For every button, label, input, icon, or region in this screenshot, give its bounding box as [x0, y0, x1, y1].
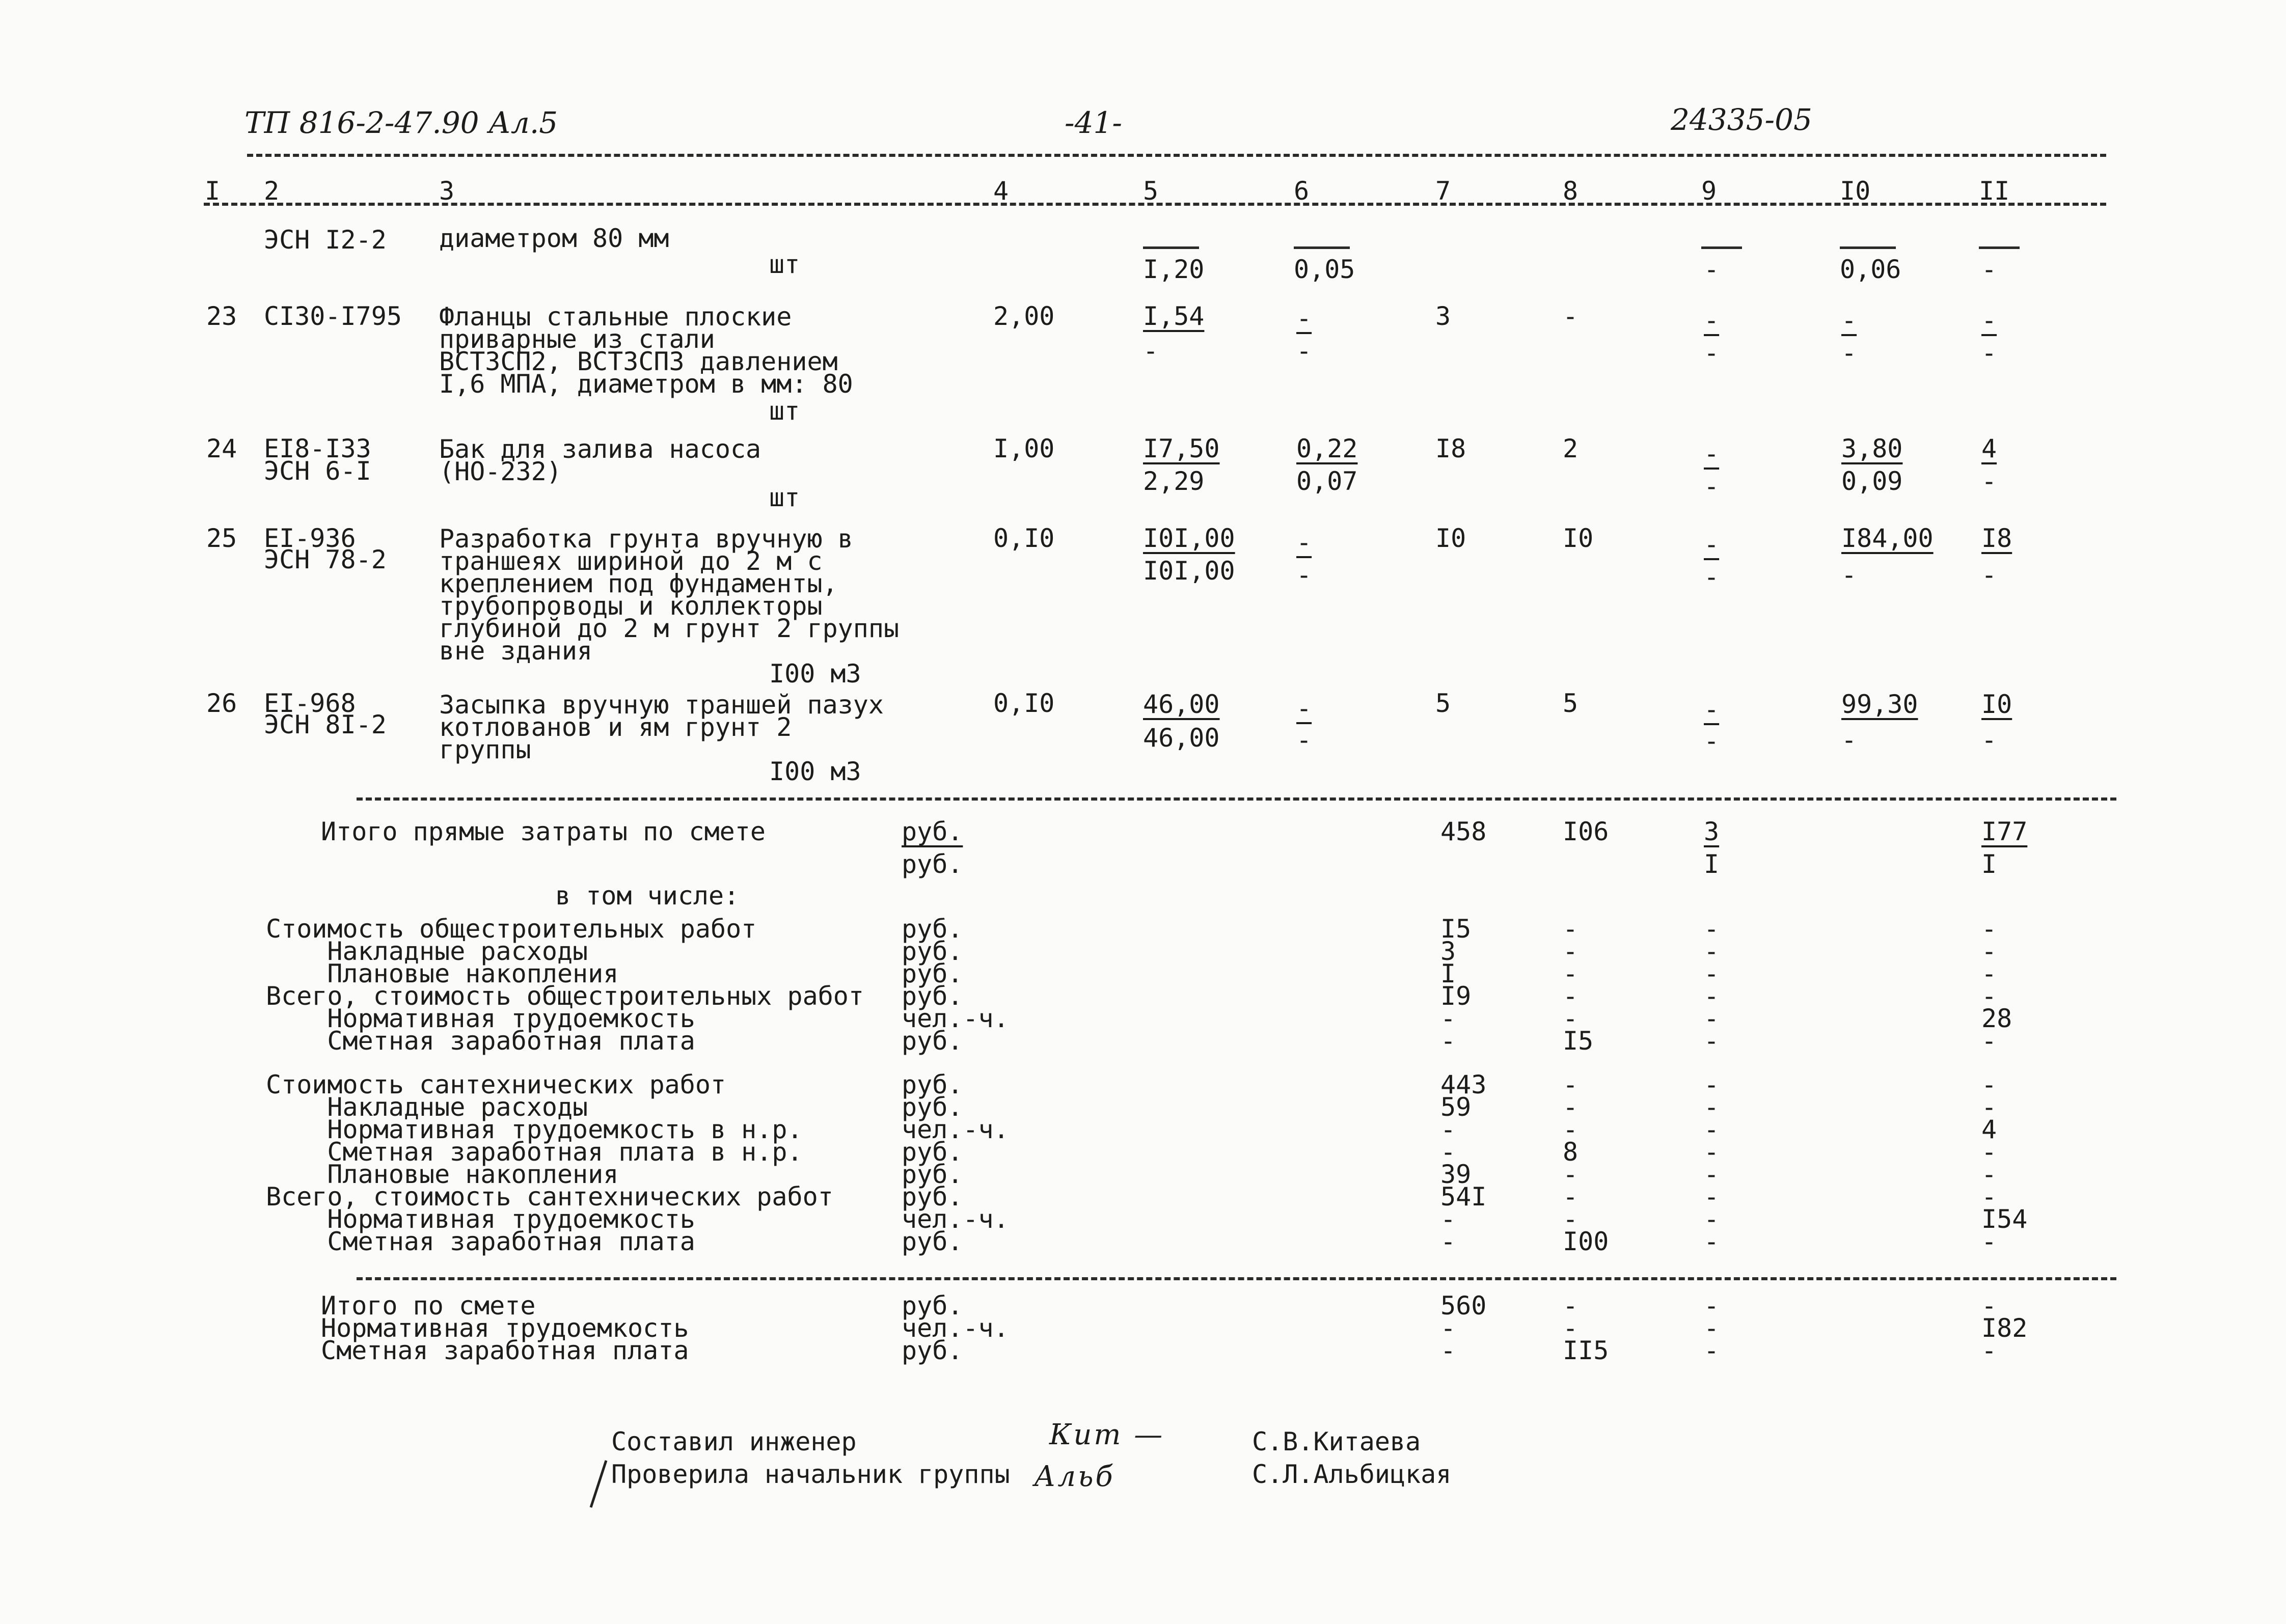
summary-col11: I77: [1981, 817, 2028, 846]
col5-value: I,54: [1143, 301, 1205, 331]
col11-value: 4: [1981, 434, 1997, 463]
compiled-by-label: Составил инженер: [611, 1427, 857, 1456]
column-header-7: 7: [1435, 176, 1451, 206]
row-code-secondary: ЭСН 78-2: [264, 545, 387, 574]
col9-value: -: [1704, 695, 1720, 724]
row-unit: I00 м3: [769, 659, 861, 689]
row-code: EI-968: [264, 689, 356, 718]
block1-col9: - - - - - -: [1704, 914, 1720, 1056]
block2-col9: - - - - - - - -: [1704, 1070, 1720, 1256]
col6-value: -: [1296, 304, 1312, 333]
col4-quantity: 2,00: [993, 301, 1055, 331]
block2-col8: - - - 8 - - - I00: [1563, 1070, 1609, 1256]
row-description: Фланцы стальные плоские приварные из стали ВСТ3СП2, ВСТ3СП3 давлением I,6 МПА, диаметром в мм: 80: [439, 302, 853, 399]
row-code: CI30-I795: [264, 301, 402, 331]
summary-label: Итого прямые затраты по смете: [321, 817, 766, 846]
col8-value: 2: [1563, 434, 1579, 463]
checked-handwritten-signature: Альб: [1034, 1460, 1115, 1493]
row-description: диаметром 80 мм: [439, 224, 669, 253]
top-dashed-rule: [247, 154, 2106, 157]
col5-value: I,20: [1143, 255, 1205, 284]
col9-subvalue: -: [1704, 562, 1720, 592]
row-unit: шт: [769, 483, 800, 512]
block1-labels: Стоимость общестроительных работ Накладные расходы Плановые накопления Всего, стоимость общестроительных работ Нормативная трудоемкость Сметная заработная плата: [266, 914, 864, 1056]
row-description: Разработка грунта вручную в траншеях шириной до 2 м с креплением под фундаменты, трубопроводы и коллекторы глубиной до 2 м грунт 2 группы вне здания: [439, 524, 900, 666]
col6-subvalue: -: [1296, 725, 1312, 755]
checked-by-label: Проверила начальник группы: [611, 1460, 1010, 1489]
row-code: ЭСН I2-2: [264, 225, 387, 255]
row-code: EI-936: [264, 524, 356, 553]
block2-col11: - - 4 - - - I54 -: [1981, 1070, 2028, 1256]
row-number: 24: [206, 434, 237, 463]
compiled-handwritten-signature: Кит —: [1049, 1418, 1165, 1451]
overline: [1840, 246, 1896, 249]
col5-value: I0I,00: [1143, 524, 1235, 553]
col6-value: -: [1296, 528, 1312, 557]
slash-mark-icon: [586, 1456, 611, 1512]
col6-value: 0,22: [1296, 434, 1358, 463]
summary-col9: 3: [1704, 817, 1720, 846]
col6-value: -: [1296, 694, 1312, 723]
row-code-secondary: ЭСН 8I-2: [264, 710, 387, 739]
row-code: EI8-I33: [264, 434, 371, 463]
row-description: Бак для залива насоса (НО-232): [439, 434, 761, 486]
section-dashed-rule: [357, 797, 2116, 801]
col5-value: 46,00: [1143, 690, 1220, 719]
col5-subvalue: I0I,00: [1143, 556, 1235, 586]
page-number: -41-: [1065, 105, 1122, 140]
col11-value: -: [1981, 306, 1997, 335]
column-header-5: 5: [1143, 176, 1159, 206]
block2-col7: 443 59 - - 39 54I - -: [1440, 1070, 1487, 1256]
totals-col8: - - II5: [1563, 1291, 1609, 1365]
header-dashed-rule: [204, 203, 2106, 206]
col5-subvalue: -: [1143, 336, 1159, 366]
overline: [1294, 246, 1350, 249]
col6-subvalue: -: [1296, 560, 1312, 590]
row-unit: шт: [769, 250, 800, 279]
block1-col8: - - - - - I5: [1563, 914, 1594, 1056]
col11-subvalue: -: [1981, 466, 1997, 496]
overline: [1701, 246, 1742, 249]
project-code: ТП 816-2-47.90 Ал.5: [244, 105, 558, 140]
column-header-11: II: [1979, 176, 2010, 206]
col6-value: 0,05: [1294, 255, 1355, 284]
totals-units: руб. чел.-ч. руб.: [902, 1291, 1009, 1365]
col7-value: I8: [1435, 434, 1466, 463]
summary-col7: 458: [1440, 817, 1487, 846]
col9-subvalue: -: [1704, 726, 1720, 756]
summary-unit: руб.: [902, 817, 963, 846]
col5-subvalue: 46,00: [1143, 723, 1220, 753]
compiled-by-name: С.В.Китаева: [1252, 1427, 1421, 1456]
col10-subvalue: -: [1841, 338, 1857, 368]
block1-col7: I5 3 I I9 - -: [1440, 914, 1472, 1056]
checked-by-name: С.Л.Альбицкая: [1252, 1460, 1452, 1489]
column-header-9: 9: [1701, 176, 1717, 206]
column-header-3: 3: [439, 176, 455, 206]
row-unit: I00 м3: [769, 757, 861, 786]
col11-subvalue: -: [1981, 338, 1997, 368]
block2-labels: Стоимость сантехнических работ Накладные расходы Нормативная трудоемкость в н.р. Сметная заработная плата в н.р. Плановые накопления Всего, стоимость сантехнических работ Нормативная трудоемкость Сметная заработная плата: [266, 1070, 833, 1256]
col10-subvalue: -: [1841, 725, 1857, 755]
row-unit: шт: [769, 396, 800, 426]
col5-subvalue: 2,29: [1143, 466, 1205, 496]
col8-value: 5: [1563, 689, 1579, 718]
col10-value: 3,80: [1841, 434, 1903, 463]
including-label: в том числе:: [555, 881, 740, 911]
overline: [1143, 246, 1199, 249]
summary-col8: I06: [1563, 817, 1609, 846]
col11-value: I0: [1981, 690, 2012, 719]
col9-value: -: [1704, 530, 1720, 559]
col11-value: I8: [1981, 524, 2012, 553]
col11-subvalue: -: [1981, 560, 1997, 590]
col10-value: -: [1841, 306, 1857, 335]
col8-value: -: [1563, 301, 1579, 331]
block1-units: руб. руб. руб. руб. чел.-ч. руб.: [902, 914, 1009, 1056]
totals-dashed-rule: [357, 1277, 2116, 1280]
col11-subvalue: -: [1981, 725, 1997, 755]
totals-col7: 560 - -: [1440, 1291, 1487, 1365]
col5-value: I7,50: [1143, 434, 1220, 463]
col8-value: I0: [1563, 524, 1594, 553]
column-header-6: 6: [1294, 176, 1310, 206]
totals-col9: - - -: [1704, 1291, 1720, 1365]
block1-col11: - - - - 28 -: [1981, 914, 2012, 1056]
col7-value: I0: [1435, 524, 1466, 553]
column-header-1: I: [205, 176, 221, 206]
col9-value: -: [1704, 306, 1720, 335]
totals-col11: - I82 -: [1981, 1291, 2028, 1365]
column-header-4: 4: [993, 176, 1009, 206]
col11-value: -: [1981, 255, 1997, 284]
col4-quantity: 0,I0: [993, 689, 1055, 718]
row-description: Засыпка вручную траншей пазух котлованов и ям грунт 2 группы: [439, 690, 884, 764]
col7-value: 5: [1435, 689, 1451, 718]
col7-value: 3: [1435, 301, 1451, 331]
row-number: 23: [206, 301, 237, 331]
col9-value: -: [1704, 439, 1720, 469]
summary-col11-secondary: I: [1981, 849, 1997, 879]
document-number: 24335-05: [1671, 102, 1812, 137]
col9-subvalue: -: [1704, 472, 1720, 501]
col9-value: -: [1704, 255, 1720, 284]
totals-labels: Итого по смете Нормативная трудоемкость Сметная заработная плата: [321, 1291, 689, 1365]
col6-subvalue: -: [1296, 336, 1312, 366]
col4-quantity: I,00: [993, 434, 1055, 463]
col10-value: 99,30: [1841, 690, 1918, 719]
summary-unit-secondary: руб.: [902, 849, 963, 879]
col10-subvalue: -: [1841, 560, 1857, 590]
col6-subvalue: 0,07: [1296, 466, 1358, 496]
col10-subvalue: 0,09: [1841, 466, 1903, 496]
column-header-2: 2: [264, 176, 280, 206]
col4-quantity: 0,I0: [993, 524, 1055, 553]
row-code-secondary: ЭСН 6-I: [264, 456, 371, 486]
row-number: 26: [206, 689, 237, 718]
col9-subvalue: -: [1704, 338, 1720, 368]
col10-value: 0,06: [1840, 255, 1901, 284]
row-number: 25: [206, 524, 237, 553]
col10-value: I84,00: [1841, 524, 1934, 553]
column-header-8: 8: [1563, 176, 1579, 206]
overline: [1979, 246, 2020, 249]
block2-units: руб. руб. чел.-ч. руб. руб. руб. чел.-ч. руб.: [902, 1070, 1009, 1256]
column-header-10: I0: [1840, 176, 1871, 206]
summary-col9-secondary: I: [1704, 849, 1720, 879]
